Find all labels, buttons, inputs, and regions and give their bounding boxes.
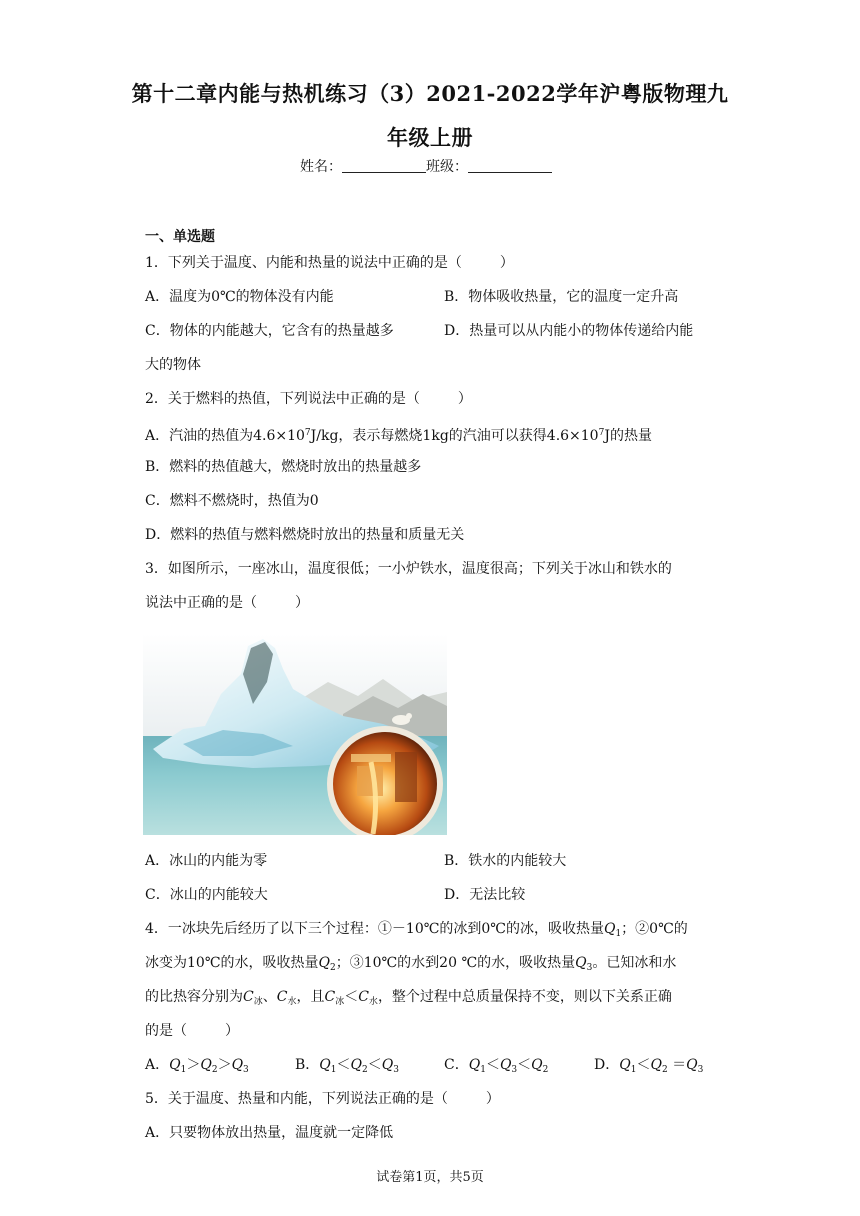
question-4-stem-line-2: 冰变为10℃的水，吸收热量$Q_2$；③10℃的水到20 ℃的水，吸收热量$Q_3$。已知冰和水	[145, 955, 677, 973]
class-blank	[468, 158, 552, 173]
question-1-option-a: A．温度为0℃的物体没有内能	[145, 289, 334, 305]
question-4-option-a: A．$Q_1>Q_2>Q_3$	[145, 1057, 249, 1075]
question-3-stem-line-1: 3．如图所示，一座冰山，温度很低；一小炉铁水，温度很高；下列关于冰山和铁水的	[145, 561, 672, 577]
question-3-option-a: A．冰山的内能为零	[145, 853, 268, 869]
question-5-stem: 5．关于温度、热量和内能，下列说法正确的是（ ）	[145, 1091, 500, 1107]
question-3-option-d: D．无法比较	[444, 887, 526, 903]
question-4-option-c: C．$Q_1<Q_3<Q_2$	[444, 1057, 549, 1075]
class-label: 班级：	[426, 159, 468, 175]
question-4-stem-line-1: 4．一冰块先后经历了以下三个过程：①－10℃的冰到0℃的冰，吸收热量$Q_1$；②0℃的	[145, 921, 688, 939]
section-heading: 一、单选题	[145, 229, 215, 245]
question-1-option-d-continued: 大的物体	[145, 357, 201, 373]
question-1-option-d: D．热量可以从内能小的物体传递给内能	[444, 323, 694, 339]
question-1-stem: 1．下列关于温度、内能和热量的说法中正确的是（ ）	[145, 255, 514, 271]
question-5-option-a: A．只要物体放出热量，温度就一定降低	[145, 1125, 394, 1141]
page-footer: 试卷第1页，共5页	[376, 1170, 484, 1185]
question-2-option-d: D．燃料的热值与燃料燃烧时放出的热量和质量无关	[145, 527, 465, 543]
page-title-line-1: 第十二章内能与热机练习（3）2021-2022学年沪粤版物理九	[131, 81, 729, 106]
question-3-option-c: C．冰山的内能较大	[145, 887, 268, 903]
question-3-option-b: B．铁水的内能较大	[444, 853, 567, 869]
question-1-option-c: C．物体的内能越大，它含有的热量越多	[145, 323, 394, 339]
question-4-option-b: B．$Q_1<Q_2<Q_3$	[295, 1057, 399, 1075]
student-info-line	[300, 157, 552, 177]
name-blank	[342, 158, 426, 173]
question-3-stem-line-2: 说法中正确的是（ ）	[145, 595, 309, 611]
name-label: 姓名：	[300, 159, 342, 175]
iceberg-molten-iron-figure	[143, 634, 447, 835]
question-2-option-a: A．汽油的热值为$4.6\times 10^7J/kg$，表示每燃烧1kg的汽油可以获得$4.6\times 10^7J$的热量	[145, 428, 652, 444]
question-1-option-b: B．物体吸收热量，它的温度一定升高	[444, 289, 679, 305]
question-2-option-b: B．燃料的热值越大，燃烧时放出的热量越多	[145, 459, 422, 475]
question-2-option-c: C．燃料不燃烧时，热值为0	[145, 493, 319, 509]
question-4-stem-line-4: 的是（ ）	[145, 1023, 239, 1039]
question-4-option-d: D．$Q_1<Q_2 =Q_3$	[594, 1057, 704, 1075]
page-title-line-2: 年级上册	[387, 125, 473, 150]
question-4-stem-line-3: 的比热容分别为$C_冰$、$C_水$，且$C_冰<C_水$，整个过程中总质量保持不变，则以下关系正确	[145, 989, 672, 1007]
question-2-stem: 2．关于燃料的热值，下列说法中正确的是（ ）	[145, 391, 472, 407]
